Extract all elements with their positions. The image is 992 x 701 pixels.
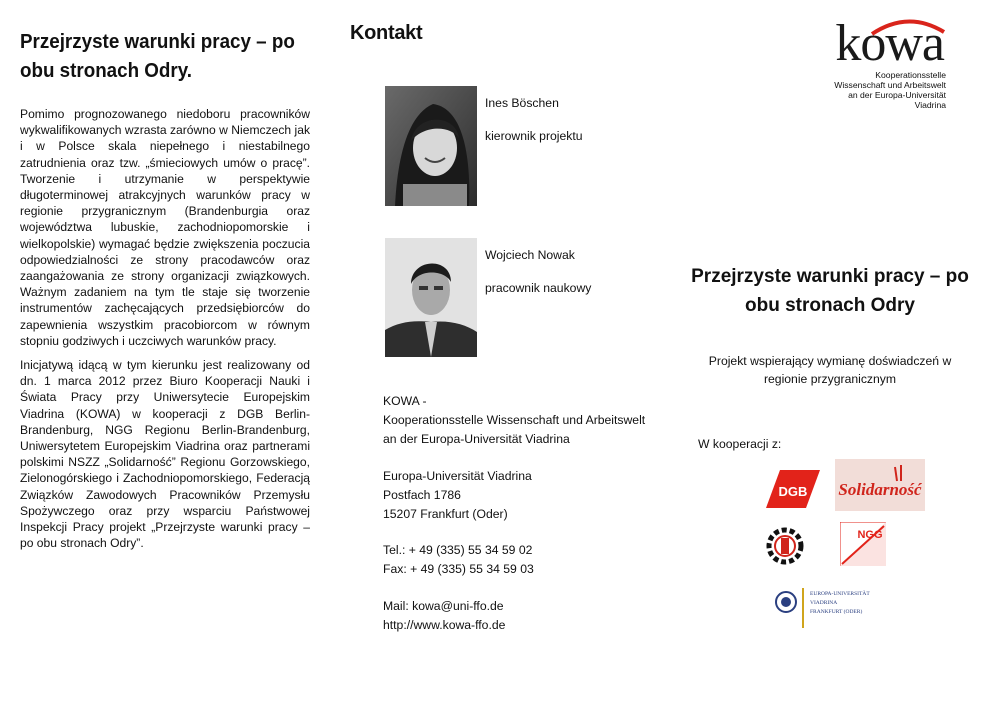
person-2-role: pracownik naukowy <box>485 281 592 295</box>
cover-title: Przejrzyste warunki pracy – po obu stronach Odry <box>691 266 969 316</box>
portrait-photo-wojciech <box>385 238 477 357</box>
dgb-logo <box>766 470 820 508</box>
svg-text:EUROPA-UNIVERSITÄT: EUROPA-UNIVERSITÄT <box>810 591 870 597</box>
svg-text:Solidarność: Solidarność <box>838 480 922 499</box>
portrait-photo-ines <box>385 86 477 206</box>
web-block <box>383 597 505 635</box>
person-2-name: Wojciech Nowak <box>485 248 575 262</box>
ngg-logo <box>840 522 886 566</box>
kowa-logo <box>766 16 966 111</box>
initiative-paragraph: Inicjatywą idącą w tym kierunku jest realizowany od dn. 1 marca 2012 przez Biuro Kooperacji Nauki i Świata Pracy przy Uniwersytecie Europejskim Viadrina (KOWA) w kooperacji z DGB Berlin-Brandenburg, NGG Regionu Berlin-Brandenburg, Uniwersytetem Europejskim Viadrina oraz partnerami polskimi NSZZ „Solidarność” Regionu Gorzowskiego, Zielonogórskiego i Zachodniopomorskiego, Federacją Związków Zawodowych Pracowników Przemysłu Spożywczego oraz przy wsparciu Państwowej Inspekcji Pracy projekt „Przejrzyste warunki pracy – po obu stronach Odry”. <box>20 358 310 551</box>
person-1-name: Ines Böschen <box>485 96 559 110</box>
svg-text:VIADRINA: VIADRINA <box>810 600 838 606</box>
org-address: KOWA - Kooperationsstelle Wissenschaft und Arbeitswelt an der Europa-Universität Viadrina <box>383 394 646 446</box>
intro-paragraph: Pomimo prognozowanego niedoboru pracowników wykwalifikowanych wzrasta zarówno w Niemczech jak i w Polsce skala niepełnego i niestabilnego zatrudnienia oraz tzw. „śmieciowych umów o pracę”. Tworzenie i utrzymanie w perspektywie długoterminowej atrakcyjnych warunków pracy w regionie przygranicznym (Brandenburgia oraz województwa lubuskie, zachodniopomorskie i wielkopolskie) wymagać będzie zwiększenia poczucia odpowiedzialności ze strony pracodawców oraz zaangażowania ze strony organizacji związkowych. Ważnym zadaniem na tym tle staje się tworzenie instrumentów zachęcających przedsiębiorców do zapewnienia wszystkim pracobiorcom w równym stopniu godziwych i uczciwych warunków pracy. <box>20 107 310 348</box>
fax-number: Fax: + 49 (335) 55 34 59 03 <box>383 562 534 576</box>
cooperation-label: W kooperacji z: <box>698 437 782 451</box>
contact-column <box>350 0 650 632</box>
svg-text:DGB: DGB <box>778 484 808 499</box>
left-column <box>20 0 310 551</box>
email-address[interactable]: Mail: kowa@uni-ffo.de <box>383 599 504 613</box>
left-title: Przejrzyste warunki pracy – po obu stronach Odry. <box>20 31 295 82</box>
website-link[interactable]: http://www.kowa-ffo.de <box>383 618 506 632</box>
logo-subtitle: Kooperationsstelle Wissenschaft und Arbeitswelt an der Europa-Universität Viadrina <box>834 70 946 110</box>
viadrina-logo <box>774 586 894 628</box>
postal-address: Europa-Universität Viadrina Postfach 1786 15207 Frankfurt (Oder) <box>383 469 532 521</box>
cover-subtitle: Projekt wspierający wymianę doświadczeń w regionie przygranicznym <box>708 354 952 386</box>
logo-wordmark: kowa <box>835 15 944 72</box>
contact-heading: Kontakt <box>350 22 423 44</box>
phone-block <box>383 541 534 579</box>
phone-number: Tel.: + 49 (335) 55 34 59 02 <box>383 543 533 557</box>
svg-text:FRANKFURT (ODER): FRANKFURT (ODER) <box>810 609 863 615</box>
person-1-role: kierownik projektu <box>485 129 583 143</box>
svg-text:NGG: NGG <box>857 529 883 541</box>
solidarnosc-logo <box>835 459 925 511</box>
trade-union-gear-logo <box>761 526 809 566</box>
